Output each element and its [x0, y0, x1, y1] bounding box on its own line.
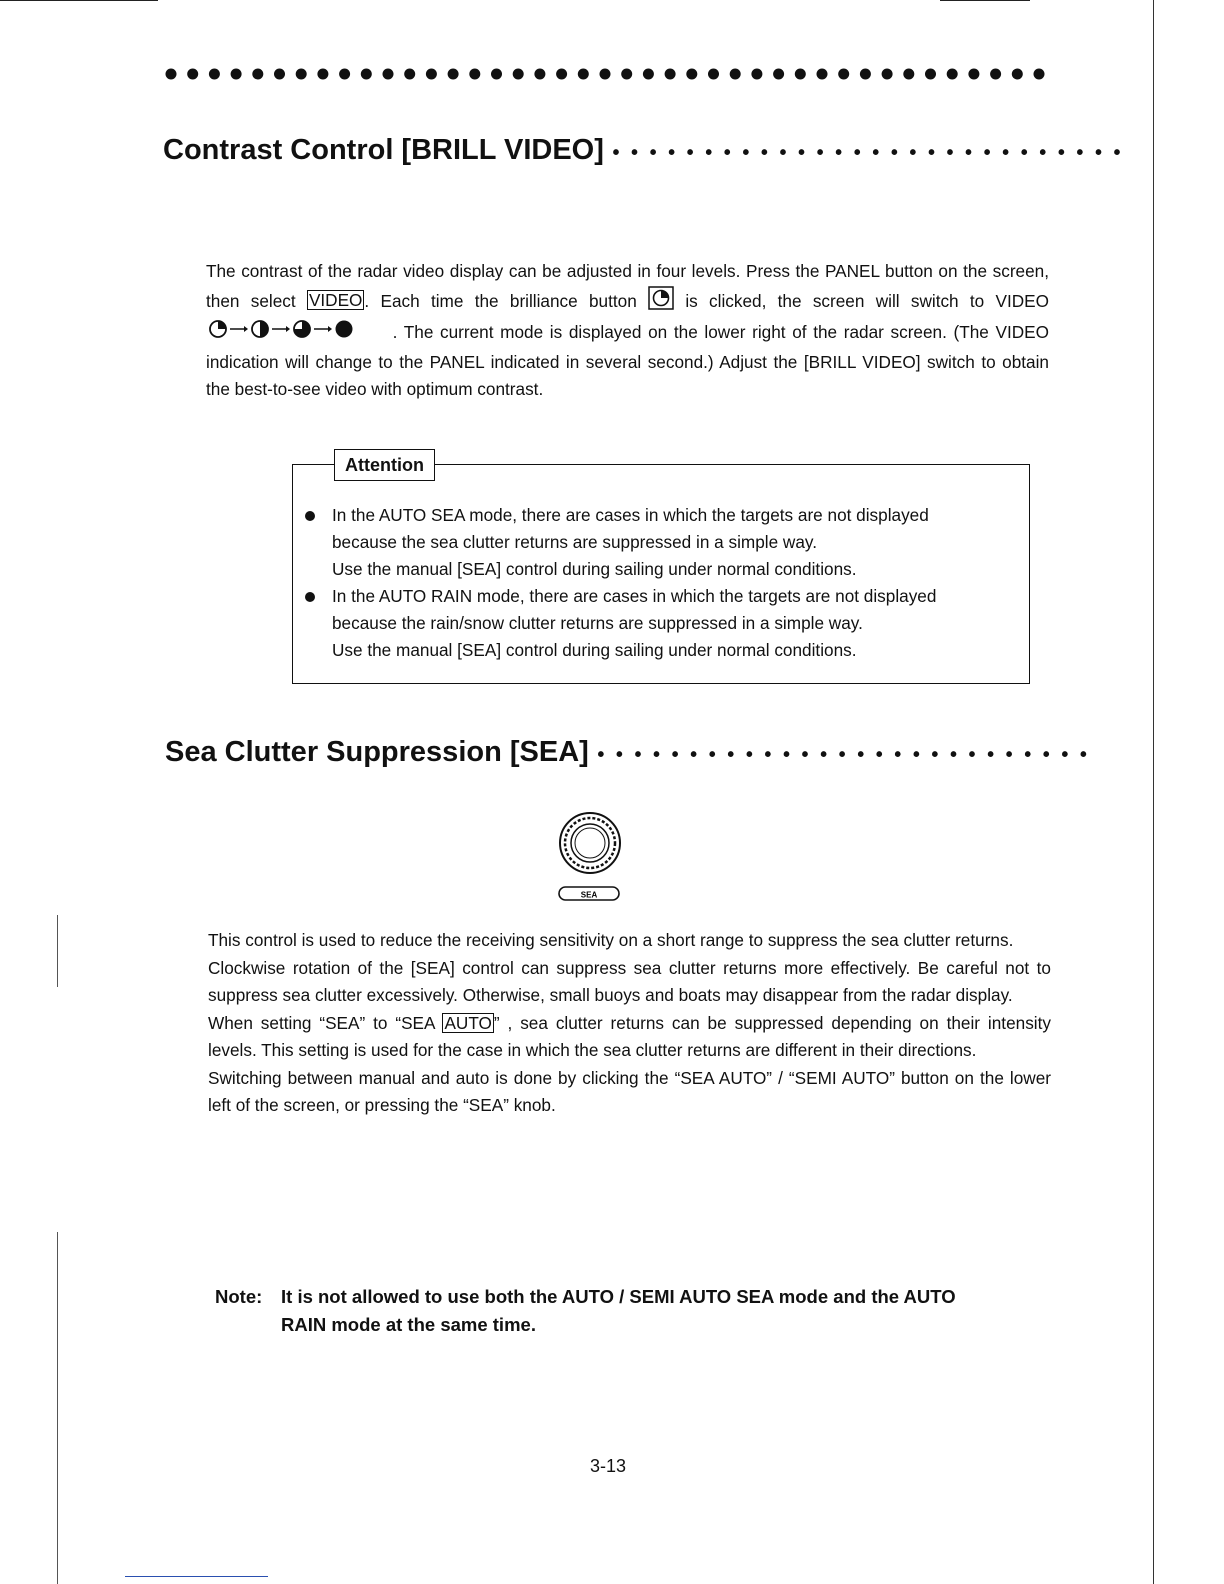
list-item [305, 502, 1020, 583]
list-item [305, 583, 1020, 664]
decorative-dot [426, 69, 437, 80]
decorative-dot [339, 69, 350, 80]
decorative-dot [274, 69, 285, 80]
decorative-dot [296, 69, 307, 80]
paragraph-text: . Each time the brilliance button [364, 290, 649, 311]
list-item-line: In the AUTO RAIN mode, there are cases in which the targets are not displayed [332, 586, 937, 606]
decorative-dot [686, 69, 697, 80]
contrast-paragraph [206, 258, 1049, 404]
sea-knob-label: SEA [580, 890, 598, 900]
decorative-dot [882, 69, 893, 80]
paragraph-text: When setting “SEA” to “SEA [208, 1012, 443, 1033]
attention-list [305, 502, 1020, 664]
decorative-dot [448, 69, 459, 80]
bullet-icon [305, 592, 315, 602]
attention-label: Attention [334, 449, 435, 481]
list-item-line: Use the manual [SEA] control during sailing under normal conditions. [332, 559, 857, 579]
decorative-dot [925, 69, 936, 80]
list-item-line: In the AUTO SEA mode, there are cases in which the targets are not displayed [332, 505, 929, 525]
bullet-icon [305, 511, 315, 521]
decorative-dot [404, 69, 415, 80]
dot-leader: • • • • • • • • • • • • • • • • • • • • • • • • • • • • [603, 142, 1124, 164]
bottom-rule [125, 1576, 268, 1577]
decorative-dot [491, 69, 502, 80]
paragraph-text: . The current mode is displayed on the lower right of the radar screen. (The VIDEO indication will change to the PANEL indicated in several second.) Adjust the [BRILL VIDEO] switch to obtain the best-to-see video with optimum contrast. [206, 321, 1049, 399]
paragraph-text: The contrast of the radar video display can be adjusted in four levels. Press the PANEL button on the screen, then select [206, 261, 1049, 311]
paragraph-text: ” , sea clutter returns can be suppressed depending on their intensity levels. This setting is used for the case in which the sea clutter returns are different in their directions. [208, 1012, 1051, 1060]
decorative-dot [556, 69, 567, 80]
sea-knob-icon [557, 810, 627, 905]
decorative-dot [990, 69, 1001, 80]
decorative-dot [209, 69, 220, 80]
list-item-line: because the sea clutter returns are suppressed in a simple way. [332, 532, 818, 552]
decorative-dot [534, 69, 545, 80]
decorative-dot [361, 69, 372, 80]
page-edge-line [1153, 0, 1154, 1584]
note-text: RAIN mode at the same time. [281, 1314, 536, 1335]
margin-mark [57, 1232, 58, 1584]
decorative-dot [187, 69, 198, 80]
note-label: Note: [215, 1286, 263, 1307]
paragraph [208, 1010, 1051, 1065]
decorative-dot [903, 69, 914, 80]
page-number: 3-13 [590, 1456, 627, 1476]
decorative-dot [643, 69, 654, 80]
section-heading-sea [165, 735, 1090, 772]
decorative-dot [578, 69, 589, 80]
decorative-dot [773, 69, 784, 80]
paragraph-text: is clicked, the screen will switch to VIDEO [674, 290, 1050, 311]
note [215, 1283, 1045, 1339]
video-button-label: VIDEO [308, 290, 363, 311]
decorative-dot-row [165, 62, 1045, 86]
auto-button-label: AUTO [444, 1012, 492, 1033]
decorative-dot [665, 69, 676, 80]
decorative-dot [166, 69, 177, 80]
paragraph: Clockwise rotation of the [SEA] control can suppress sea clutter returns more effectively. Be careful not to suppress sea clutter excessively. Otherwise, small buoys and boats may disappear from the radar display. [208, 957, 1051, 1005]
decorative-dot [383, 69, 394, 80]
top-rule-right [940, 0, 1030, 1]
paragraph: This control is used to reduce the receiving sensitivity on a short range to suppress the sea clutter returns. [208, 930, 1014, 950]
section-title: Sea Clutter Suppression [SEA] [165, 736, 589, 768]
decorative-dot [317, 69, 328, 80]
decorative-dot [513, 69, 524, 80]
decorative-dot [469, 69, 480, 80]
decorative-dot [730, 69, 741, 80]
decorative-dot [600, 69, 611, 80]
list-item-line: Use the manual [SEA] control during sailing under normal conditions. [332, 640, 857, 660]
section-heading-contrast [163, 133, 1124, 170]
brilliance-sequence-icon [206, 318, 386, 349]
sea-paragraph-block [208, 927, 1051, 1120]
decorative-dot [860, 69, 871, 80]
decorative-dot [1034, 69, 1045, 80]
decorative-dot [817, 69, 828, 80]
decorative-dot [795, 69, 806, 80]
list-item-line: because the rain/snow clutter returns are suppressed in a simple way. [332, 613, 863, 633]
top-rule-left [0, 0, 158, 1]
decorative-dot [1012, 69, 1023, 80]
brilliance-button-icon [648, 286, 674, 319]
margin-mark [57, 915, 58, 987]
dot-leader: • • • • • • • • • • • • • • • • • • • • • • • • • • • [588, 744, 1090, 766]
decorative-dot [968, 69, 979, 80]
decorative-dot [231, 69, 242, 80]
decorative-dot [252, 69, 263, 80]
decorative-dot [621, 69, 632, 80]
sea-knob [557, 810, 627, 905]
decorative-dot [751, 69, 762, 80]
decorative-dot [947, 69, 958, 80]
decorative-dot [838, 69, 849, 80]
decorative-dot [708, 69, 719, 80]
note-text: It is not allowed to use both the AUTO / SEMI AUTO SEA mode and the AUTO [281, 1286, 956, 1307]
paragraph: Switching between manual and auto is done by clicking the “SEA AUTO” / “SEMI AUTO” button on the lower left of the screen, or pressing the “SEA” knob. [208, 1067, 1051, 1115]
section-title: Contrast Control [BRILL VIDEO] [163, 134, 604, 166]
